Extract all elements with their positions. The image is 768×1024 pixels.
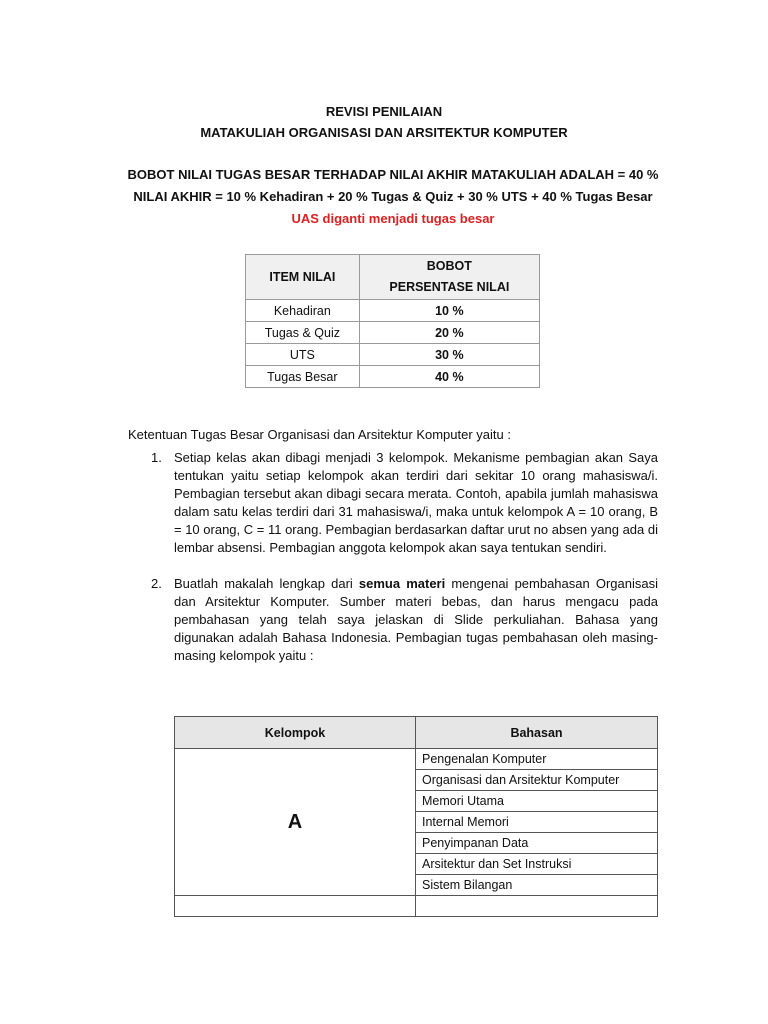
- table-row: [246, 300, 540, 322]
- topic-cell: Pengenalan Komputer: [416, 749, 658, 770]
- weight-table-header-percentage: [359, 255, 539, 300]
- group-table-header-bahasan: Bahasan: [416, 717, 658, 749]
- rule-text-before: Buatlah makalah lengkap dari: [174, 576, 359, 591]
- item-percentage: 30 %: [359, 344, 539, 366]
- document-subtitle: MATAKULIAH ORGANISASI DAN ARSITEKTUR KOMPUTER: [200, 125, 568, 140]
- topic-cell: Penyimpanan Data: [416, 833, 658, 854]
- rules-list: [128, 449, 658, 665]
- empty-row: [175, 896, 658, 917]
- topic-cell: Sistem Bilangan: [416, 875, 658, 896]
- item-percentage: 10 %: [359, 300, 539, 322]
- group-topic-table: [174, 716, 658, 917]
- item-percentage: 20 %: [359, 322, 539, 344]
- weight-table: [245, 254, 540, 388]
- rule-text-after: mengenai pembahasan Organisasi dan Arsitektur Komputer. Sumber materi bebas, dan harus mengacu pada pembahasan yang telah saya jelaskan di Slide perkuliahan. Bahasa yang digunakan adalah Bahasa Indonesia. Pembagian tugas pembahasan oleh masing-masing kelompok yaitu :: [174, 576, 658, 663]
- item-percentage: 40 %: [359, 366, 539, 388]
- group-label: A: [175, 749, 416, 896]
- final-grade-formula: NILAI AKHIR = 10 % Kehadiran + 20 % Tugas & Quiz + 30 % UTS + 40 % Tugas Besar: [133, 189, 653, 204]
- group-table-header-kelompok: Kelompok: [175, 717, 416, 749]
- document-title: REVISI PENILAIAN: [325, 104, 443, 119]
- table-row: [175, 749, 658, 770]
- header-persentase: PERSENTASE NILAI: [389, 280, 510, 294]
- rules-intro: Ketentuan Tugas Besar Organisasi dan Arsitektur Komputer yaitu :: [128, 427, 511, 442]
- table-row: [246, 344, 540, 366]
- topic-cell: Arsitektur dan Set Instruksi: [416, 854, 658, 875]
- header-bobot: BOBOT: [426, 259, 472, 273]
- rule-number: 1.: [151, 450, 162, 465]
- table-row: [246, 366, 540, 388]
- table-row: [246, 322, 540, 344]
- rule-text: Setiap kelas akan dibagi menjadi 3 kelompok. Mekanisme pembagian akan Saya tentukan yaitu setiap kelompok akan terdiri dari sekitar 10 orang mahasiswa/i. Pembagian tersebut akan dibagi secara merata. Contoh, apabila jumlah mahasiswa dalam satu kelas terdiri dari 31 mahasiswa/i, maka untuk kelompok A = 10 orang, B = 10 orang, C = 11 orang. Pembagian berdasarkan daftar urut no absen yang ada di lembar absensi. Pembagian anggota kelompok akan saya tentukan sendiri.: [174, 450, 658, 555]
- rule-number: 2.: [151, 576, 162, 591]
- weight-statement: BOBOT NILAI TUGAS BESAR TERHADAP NILAI AKHIR MATAKULIAH ADALAH = 40 %: [127, 167, 659, 182]
- item-name: Tugas & Quiz: [246, 322, 360, 344]
- item-name: Tugas Besar: [246, 366, 360, 388]
- rule-item-2: [128, 575, 658, 665]
- rule-item-1: [128, 449, 658, 557]
- empty-cell: [175, 896, 416, 917]
- item-name: Kehadiran: [246, 300, 360, 322]
- topic-cell: Organisasi dan Arsitektur Komputer: [416, 770, 658, 791]
- topic-cell: Internal Memori: [416, 812, 658, 833]
- topic-cell: Memori Utama: [416, 791, 658, 812]
- weight-table-header-item: ITEM NILAI: [246, 255, 360, 300]
- item-name: UTS: [246, 344, 360, 366]
- uas-replacement-note: UAS diganti menjadi tugas besar: [291, 211, 495, 226]
- empty-cell: [416, 896, 658, 917]
- rule-text-bold: semua materi: [358, 576, 446, 591]
